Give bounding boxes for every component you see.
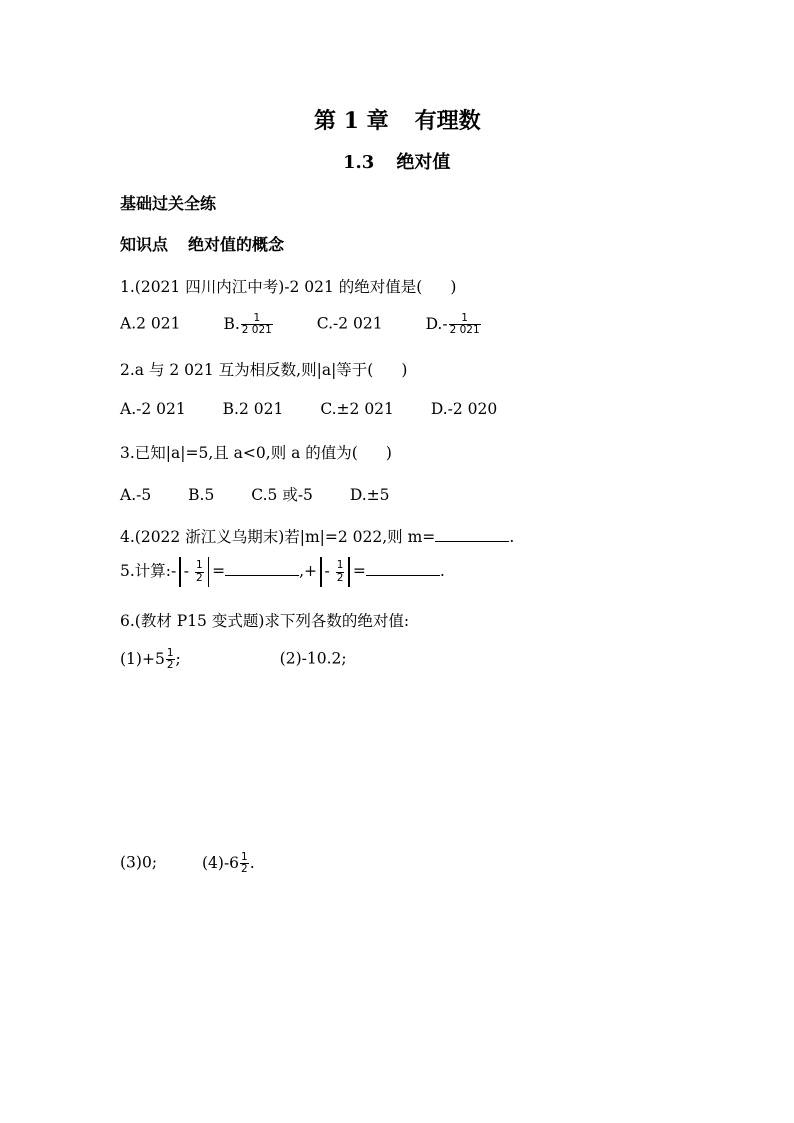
chapter-title [314,104,481,135]
question-6: 6.(教材 P15 变式题)求下列各数的绝对值: [120,612,410,630]
question-3 [120,441,392,463]
q1-option-d-fraction: $\frac{1}{2 021}$ [449,312,480,337]
q2-option-d: D.-2 020 [430,400,498,418]
question-1-close-paren: ) [450,278,457,296]
question-3-options [120,483,390,505]
question-1-stem: 1.(2021 四川内江中考)-2 021 的绝对值是( [120,278,423,296]
q2-option-c: C.±2 021 [320,400,394,418]
question-5-equals-1: = [212,562,226,580]
question-5-fraction-1: $\frac{1}{2}$ [195,559,203,584]
q6-part-4-fraction: $\frac{1}{2}$ [241,851,248,876]
question-3-stem: 3.已知|a|=5,且 a<0,则 a 的值为( [120,444,358,462]
q1-option-a: A.2 021 [120,314,181,333]
question-1-options [120,313,482,336]
abs-bar-right [208,557,210,587]
question-5 [120,557,445,587]
question-5-end: . [439,562,445,580]
practice-heading: 基础过关全练 [120,194,217,213]
q1-option-b-fraction: $\frac{1}{2 021}$ [241,312,272,337]
question-2-options [120,400,497,418]
q1-option-c: C.-2 021 [316,314,383,333]
question-5-answer-blank-1[interactable] [225,561,299,576]
abs-bar-left-2 [320,557,322,587]
question-4 [120,525,514,547]
question-4-answer-blank[interactable] [435,527,509,542]
question-3-close-paren: ) [385,444,392,462]
question-5-prefix: 5.计算:- [120,562,177,580]
question-5-inner-sign-2: - [324,562,330,580]
q6-part-1-fraction: $\frac{1}{2}$ [166,647,174,672]
q6-part-3: (3)0; [120,853,158,872]
knowledge-point-heading [120,232,284,255]
question-5-answer-blank-2[interactable] [366,561,440,576]
q2-option-b: B.2 021 [222,400,284,418]
q3-option-c: C.5 或-5 [251,486,313,504]
knowledge-point-label: 知识点 [120,235,169,254]
q1-option-d: D.- $\frac{1}{2 021}$ [425,312,480,337]
q6-part-4: (4)-6 $\frac{1}{2}$ . [201,851,255,876]
q2-option-a: A.-2 021 [120,400,186,418]
question-5-comma-plus: ,+ [299,562,318,580]
section-name: 绝对值 [396,152,451,173]
question-4-end: . [509,528,515,546]
chapter-name: 有理数 [414,108,481,134]
question-4-stem: 4.(2022 浙江义乌期末)若|m|=2 022,则 m= [120,528,436,546]
question-1 [120,275,456,297]
q3-option-b: B.5 [188,486,215,504]
q6-part-2: (2)-10.2; [279,649,347,668]
abs-bar-left [179,557,181,587]
q1-option-b: B. $\frac{1}{2 021}$ [223,312,272,337]
question-5-inner-sign: - [183,562,189,580]
chapter-number: 第 1 章 [314,108,389,134]
question-5-fraction-2: $\frac{1}{2}$ [336,559,344,584]
question-6-row-1 [120,648,347,671]
section-number: 1.3 [343,152,375,173]
question-2 [120,358,407,380]
question-2-stem: 2.a 与 2 021 互为相反数,则|a|等于( [120,361,374,379]
section-title [343,148,450,174]
question-6-row-2 [120,852,255,875]
question-5-equals-2: = [352,562,366,580]
abs-bar-right-2 [348,557,350,587]
q3-option-a: A.-5 [120,486,152,504]
q6-part-1: (1)+5 $\frac{1}{2}$ ; [120,647,181,672]
question-2-close-paren: ) [401,361,408,379]
knowledge-point-title: 绝对值的概念 [188,235,285,254]
q3-option-d: D.±5 [349,486,390,504]
